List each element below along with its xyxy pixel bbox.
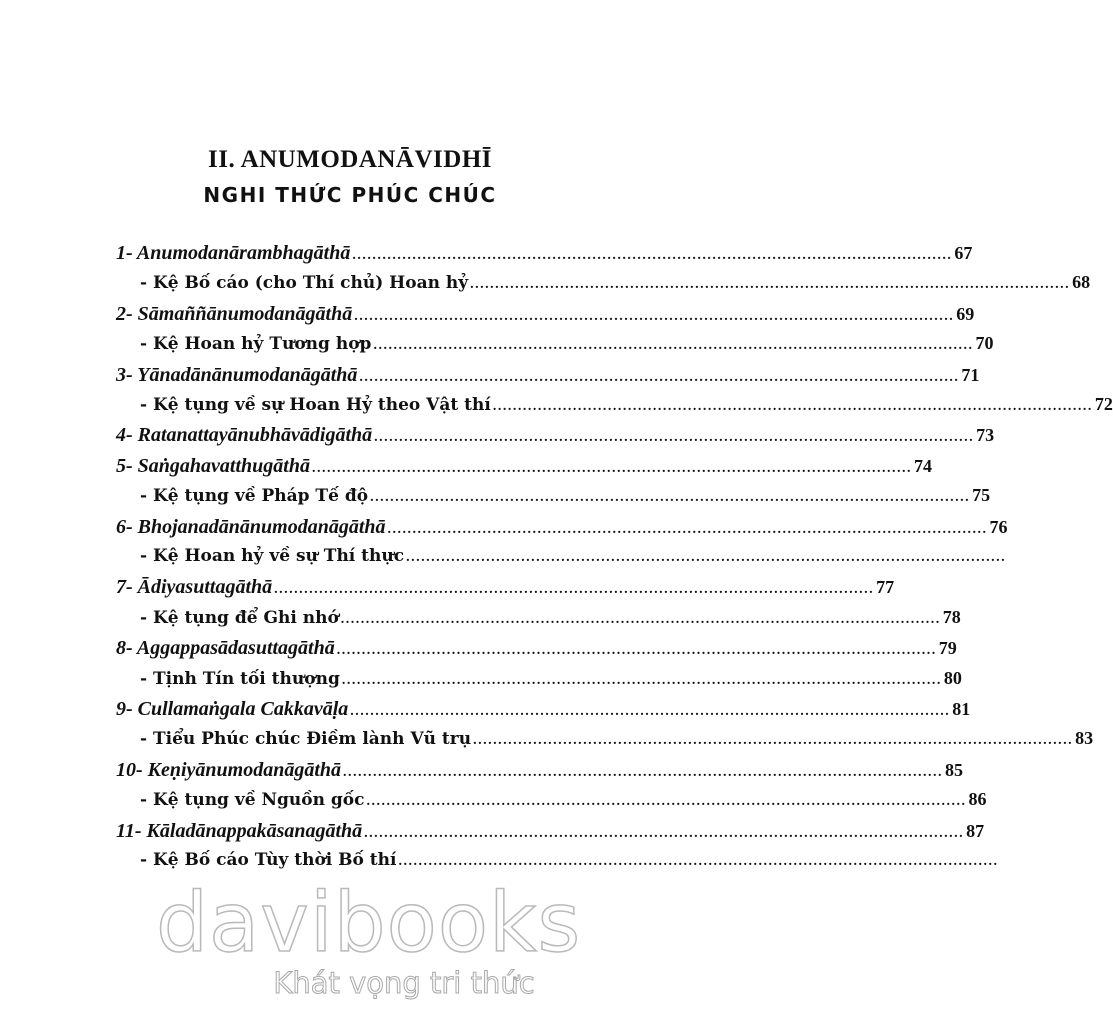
dot-leader: ........................................................................................................................ <box>473 733 1074 749</box>
toc-entry-label: 9- Cullamaṅgala Cakkavāḷa <box>116 698 349 720</box>
toc-entry-page: 74 <box>913 455 932 476</box>
toc-subentry <box>140 394 1113 424</box>
dot-leader: ........................................................................................................................ <box>354 308 955 324</box>
toc-entry-page: 79 <box>938 638 957 659</box>
dot-leader: ........................................................................................................................ <box>350 704 951 719</box>
dot-leader: ........................................................................................................................ <box>492 399 1093 414</box>
toc-entry <box>116 698 971 728</box>
dot-leader: ........................................................................................................................ <box>352 248 953 263</box>
dot-leader: ........................................................................................................................ <box>341 672 942 688</box>
toc-entry-page: 76 <box>989 516 1008 537</box>
toc-entry-label: 5- Saṅgahavatthugāthā <box>116 454 310 477</box>
toc-entry-page: 67 <box>954 243 973 263</box>
toc-entry-label: - Kệ tụng để Ghi nhớ <box>140 607 339 628</box>
dot-leader: ........................................................................................................................ <box>343 764 944 780</box>
toc-entry-page: 75 <box>972 485 991 506</box>
toc-entry <box>116 515 1008 546</box>
toc-entry-label: 3- Yānadānānumodanāgāthā <box>116 363 358 386</box>
toc-entry <box>116 576 895 606</box>
toc-entry <box>116 637 957 667</box>
toc-entry-page: 87 <box>966 820 985 841</box>
toc-entry-label: 2- Sāmaññānumodanāgāthā <box>116 302 353 325</box>
toc-entry-label: - Kệ tụng về sự Hoan Hỷ theo Vật thí <box>140 395 491 415</box>
section-title: II. ANUMODANĀVIDHĪ <box>207 146 492 173</box>
toc-subentry <box>140 546 1007 576</box>
toc-entry-label: - Tịnh Tín tối thượng <box>140 668 340 689</box>
dot-leader: ........................................................................................................................ <box>340 611 941 627</box>
toc-subentry <box>140 485 991 515</box>
dot-leader: ........................................................................................................................ <box>370 490 971 506</box>
toc-entry-label: - Kệ Hoan hỷ về sự Thí thực <box>140 546 405 566</box>
toc-entry-page: 69 <box>956 303 975 324</box>
dot-leader: ........................................................................................................................ <box>274 582 875 598</box>
toc-entry-label: 10- Keṇiyānumodanāgāthā <box>116 758 342 781</box>
dot-leader: ........................................................................................................................ <box>470 277 1071 293</box>
toc-entry-page: 71 <box>961 364 980 385</box>
toc-entry <box>116 242 973 272</box>
toc-entry-label: 7- Ādiyasuttagāthā <box>116 576 273 599</box>
watermark-brand: davibooks <box>156 876 582 971</box>
toc-entry-label: 8- Aggappasādasuttagāthā <box>116 637 335 660</box>
toc-subentry <box>140 272 1091 302</box>
toc-entry-label: - Kệ tụng về Pháp Tế độ <box>140 486 369 507</box>
toc-entry-page: 72 <box>1094 394 1113 414</box>
dot-leader: ........................................................................................................................ <box>366 794 967 810</box>
toc-subentry <box>140 789 987 819</box>
toc-subentry <box>140 728 1094 758</box>
toc-entry-label: 11- Kāladānappakāsanagāthā <box>116 819 363 842</box>
toc-subentry <box>140 667 962 698</box>
toc-entry-page: 85 <box>945 759 964 780</box>
dot-leader: ........................................................................................................................ <box>311 460 912 476</box>
toc-entry <box>116 424 995 454</box>
dot-leader: ........................................................................................................................ <box>336 643 937 659</box>
toc-entry-label: - Kệ Hoan hỷ Tương hợp <box>140 334 372 355</box>
toc-entry-label: 4- Ratanattayānubhāvādigāthā <box>116 424 373 447</box>
toc-entry-page: 68 <box>1072 272 1091 293</box>
dot-leader: ........................................................................................................................ <box>398 854 999 869</box>
toc-entry <box>116 758 964 789</box>
dot-leader: ........................................................................................................................ <box>406 550 1007 565</box>
toc-entry-page: 73 <box>976 425 995 446</box>
toc-entry-page: 83 <box>1075 728 1094 749</box>
dot-leader: ........................................................................................................................ <box>373 338 974 354</box>
dot-leader: ........................................................................................................................ <box>364 825 965 841</box>
toc-entry-page: 77 <box>876 577 895 598</box>
toc-entry-label: - Tiểu Phúc chúc Điềm lành Vũ trụ <box>140 729 472 750</box>
watermark-tagline: Khát vọng tri thức <box>273 966 535 1000</box>
section-subtitle: NGHI THỨC PHÚC CHÚC <box>203 183 497 207</box>
toc-entry-page: 80 <box>943 667 962 688</box>
toc-entry <box>116 363 980 394</box>
toc-entry-page: 86 <box>968 789 987 810</box>
toc-entry-label: 1- Anumodanārambhagāthā <box>116 242 351 264</box>
toc-entry-label: 6- Bhojanadānānumodanāgāthā <box>116 515 386 538</box>
toc-subentry <box>140 606 961 637</box>
toc-entry-page: 81 <box>952 699 971 719</box>
toc-entry-label: - Kệ Bố cáo Tùy thời Bố thí <box>140 850 397 870</box>
dot-leader: ........................................................................................................................ <box>387 521 988 537</box>
toc-entry <box>116 454 932 485</box>
dot-leader: ........................................................................................................................ <box>374 430 975 446</box>
toc-entry-label: - Kệ tụng về Nguồn gốc <box>140 790 365 811</box>
toc-entry-label: - Kệ Bố cáo (cho Thí chủ) Hoan hỷ <box>140 273 469 294</box>
dot-leader: ........................................................................................................................ <box>359 369 960 385</box>
toc-entry-page: 70 <box>975 333 994 354</box>
toc-entry <box>116 302 975 333</box>
toc-subentry <box>140 333 994 363</box>
toc-entry-page: 78 <box>942 606 961 627</box>
toc-entry <box>116 819 985 850</box>
